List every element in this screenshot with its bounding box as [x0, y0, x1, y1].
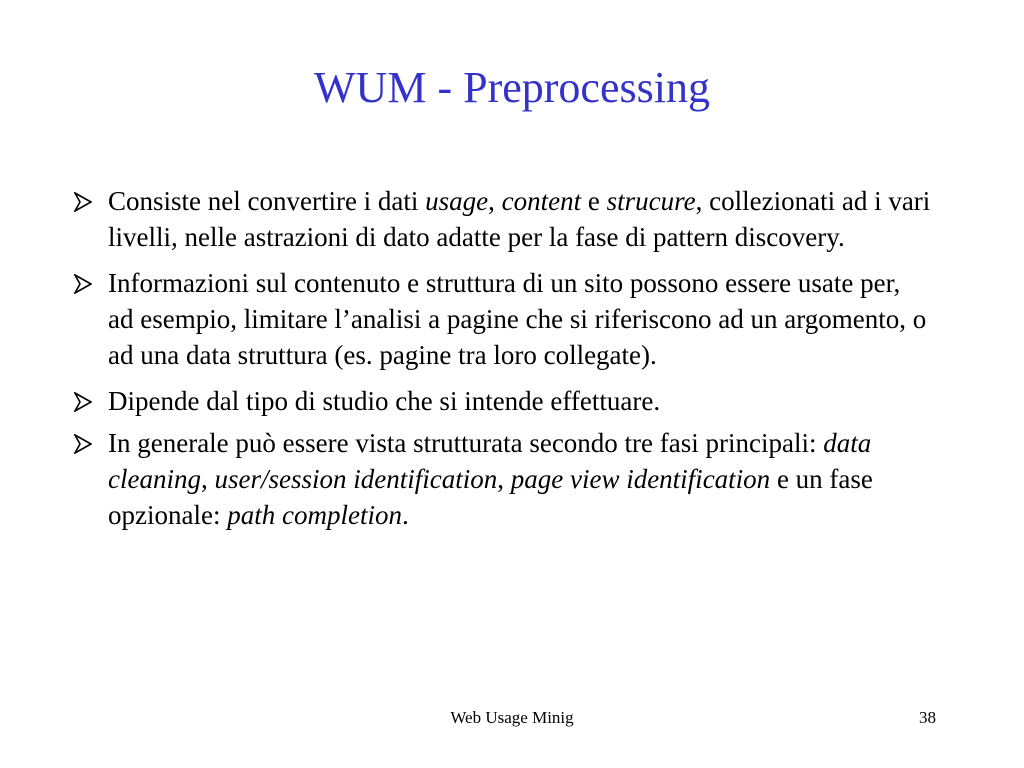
bullet-item [72, 265, 932, 373]
text-segment: Informazioni sul contenuto e struttura di un sito possono essere usate per, ad esempio, limitare l’analisi a pagine che si riferiscono ad un argomento, o ad una data struttura (es. pagine tra loro collegate). [108, 268, 927, 370]
bullet-item [72, 425, 932, 533]
text-segment: Dipende dal tipo di studio che si intende effettuare. [108, 386, 661, 416]
arrowhead-bullet-icon [74, 192, 92, 212]
text-segment: , collezionati ad i vari livelli, nelle astrazioni di dato adatte per la fase di pattern discovery. [108, 186, 931, 252]
arrowhead-bullet-icon [74, 434, 92, 454]
bullet-item [72, 183, 932, 255]
italic-term: path completion [227, 500, 402, 530]
text-segment: Consiste nel convertire i dati [108, 186, 426, 216]
italic-term: content [501, 186, 582, 216]
footer-title: Web Usage Minig [450, 708, 574, 727]
bullet-text [108, 186, 930, 252]
page-number: 38 [919, 708, 936, 727]
bullet-text [108, 268, 926, 370]
text-segment: , [200, 464, 215, 494]
bullet-text [108, 386, 660, 416]
italic-term: strucure [606, 186, 696, 216]
bullet-text [108, 428, 873, 530]
arrowhead-bullet-icon [74, 274, 92, 294]
slide-title: WUM - Preprocessing [314, 63, 710, 112]
italic-term: usage [425, 186, 489, 216]
text-segment: , [497, 464, 511, 494]
text-segment: , [488, 186, 502, 216]
italic-term: page view identification [510, 464, 771, 494]
text-segment: . [401, 500, 409, 530]
bullet-item [72, 383, 932, 419]
bullet-list [72, 183, 932, 543]
arrowhead-bullet-icon [74, 392, 92, 412]
text-segment: e [581, 186, 607, 216]
text-segment: In generale può essere vista strutturata secondo tre fasi principali: [108, 428, 824, 458]
italic-term: data cleaning [108, 428, 872, 494]
italic-term: user/session identification [214, 464, 498, 494]
text-segment: e un fase opzionale: [108, 464, 873, 530]
